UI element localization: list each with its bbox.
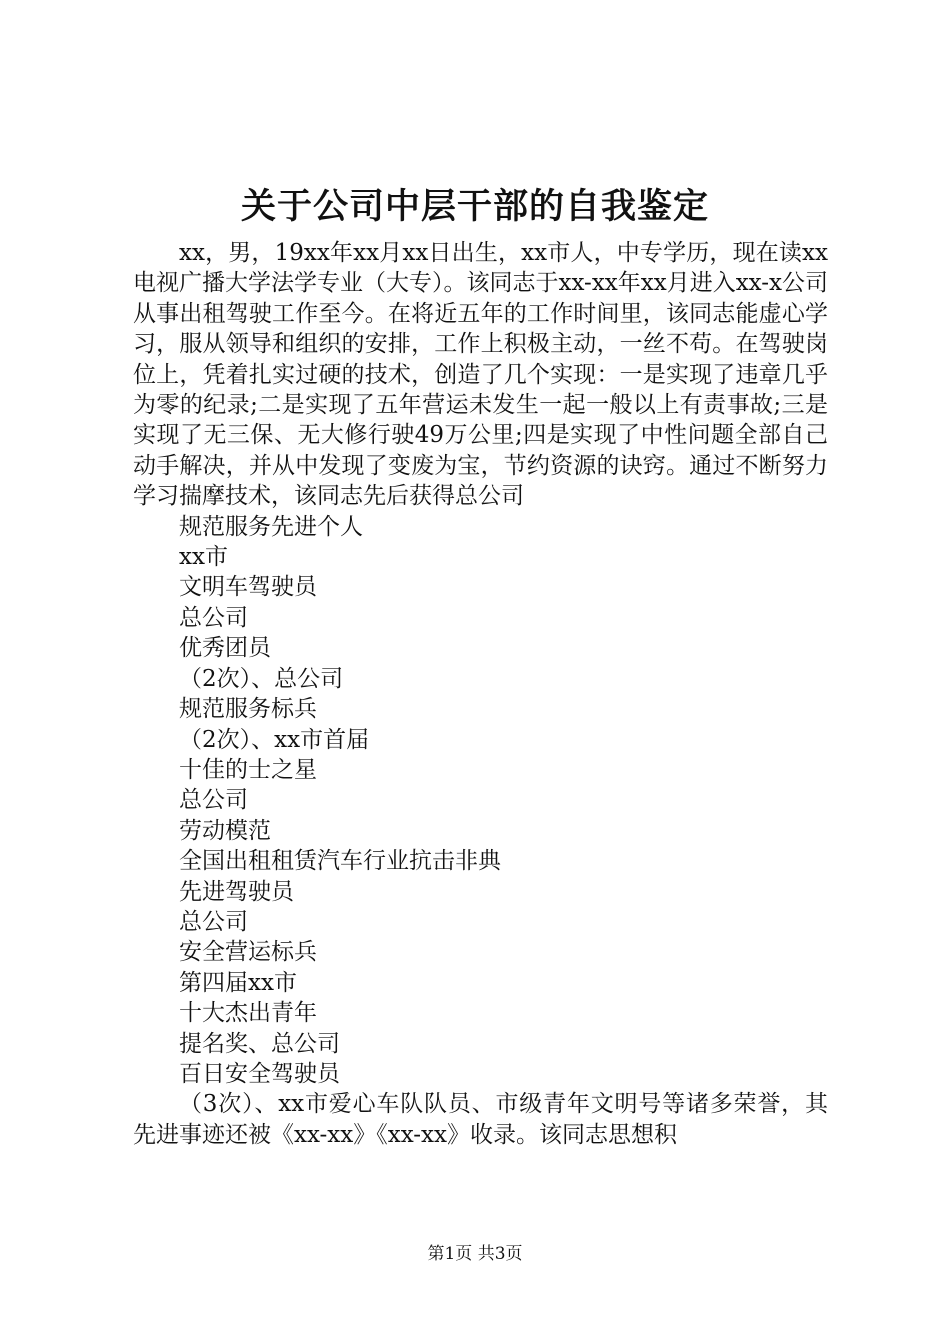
award-item: 十佳的士之星 [179,756,317,783]
award-item: （2次）、xx市首届 [179,726,370,753]
award-item: 总公司 [179,908,248,935]
award-item: 提名奖、总公司 [179,1030,340,1057]
award-item: 先进驾驶员 [179,878,294,905]
award-item: 文明车驾驶员 [179,574,317,601]
award-item: 优秀团员 [179,635,271,662]
award-item: 劳动模范 [179,817,271,844]
document-title: 关于公司中层干部的自我鉴定 [240,187,709,227]
award-item: 百日安全驾驶员 [179,1060,340,1087]
award-item: 全国出租租赁汽车行业抗击非典 [179,848,501,875]
closing-paragraph: （3次）、xx市爱心车队队员、市级青年文明号等诸多荣誉，其先进事迹还被《xx-xx》《xx-xx》收录。该同志思想积 [133,1091,828,1148]
award-item: xx市 [179,544,228,571]
award-item: 总公司 [179,787,248,814]
page-footer: 第1页 共3页 [427,1244,523,1264]
award-item: 安全营运标兵 [179,939,317,966]
award-item: 第四届xx市 [179,969,297,996]
award-item: 规范服务标兵 [179,696,317,723]
award-item: 规范服务先进个人 [179,513,363,540]
award-item: 十大杰出青年 [179,1000,317,1027]
award-item: （2次）、总公司 [179,665,344,692]
document-body [133,238,828,1150]
intro-paragraph: xx，男，19xx年xx月xx日出生，xx市人，中专学历，现在读xx电视广播大学法学专业（大专）。该同志于xx-xx年xx月进入xx-x公司从事出租驾驶工作至今。在将近五年的工作时间里，该同志能虚心学习，服从领导和组织的安排，工作上积极主动，一丝不苟。在驾驶岗位上，凭着扎实过硬的技术，创造了几个实现：一是实现了违章几乎为零的纪录;二是实现了五年营运未发生一起一般以上有责事故;三是实现了无三保、无大修行驶49万公里;四是实现了中性问题全部自己动手解决，并从中发现了变废为宝，节约资源的诀窍。通过不断努力学习揣摩技术，该同志先后获得总公司 [133,240,828,510]
award-item: 总公司 [179,604,248,631]
award-list [133,512,828,1090]
